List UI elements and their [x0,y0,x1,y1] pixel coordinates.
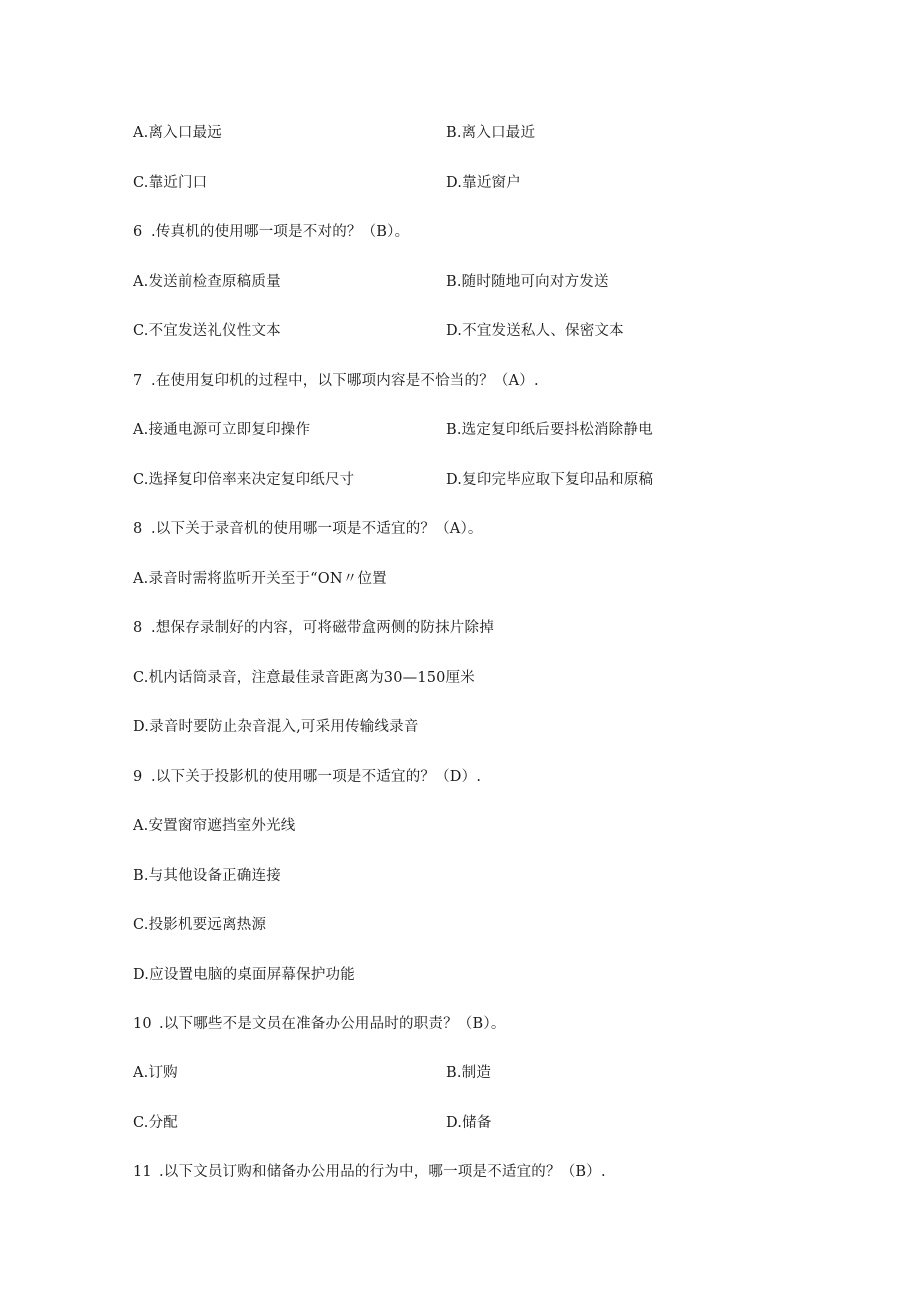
question-8 [133,520,483,538]
question-9 [133,768,481,786]
q5-option-b: B.离入口最近 [446,125,536,141]
q9-option-a: A.安置窗帘遮挡室外光线 [133,818,296,834]
q7-option-d: D.复印完毕应取下复印品和原稿 [446,472,654,488]
question-number: 10 [133,1016,152,1032]
question-6 [133,223,409,241]
question-number: 8 [133,521,143,537]
question-8b [133,619,494,637]
q10-option-a: A.订购 [133,1065,178,1081]
q10-option-d: D.储备 [446,1115,492,1131]
question-number: 11 [133,1164,152,1180]
q5-option-a: A.离入口最远 [133,125,222,141]
q6-option-a: A.发送前检查原稿质量 [133,274,281,290]
q6-option-b: B.随时随地可向对方发送 [446,274,609,290]
question-text: .在使用复印机的过程中，以下哪项内容是不恰当的？（A）. [151,373,539,389]
q6-option-c: C.不宜发送礼仪性文本 [133,323,281,339]
q10-option-b: B.制造 [446,1065,492,1081]
q7-option-c: C.选择复印倍率来决定复印纸尺寸 [133,472,355,488]
question-number: 6 [133,224,143,240]
q8-option-a: A.录音时需将监听开关至于“ON〃位置 [133,571,387,587]
question-text: .传真机的使用哪一项是不对的？（B）。 [151,224,410,240]
question-text: .想保存录制好的内容，可将磁带盒两侧的防抹片除掉 [151,620,494,636]
q7-option-b: B.选定复印纸后要抖松消除静电 [446,422,653,438]
q9-option-d: D.应设置电脑的桌面屏幕保护功能 [133,967,355,983]
question-text: .以下关于投影机的使用哪一项是不适宜的？（D）. [151,769,482,785]
question-number: 8 [133,620,143,636]
q9-option-b: B.与其他设备正确连接 [133,868,281,884]
question-text: .以下关于录音机的使用哪一项是不适宜的？（A）。 [151,521,483,537]
question-number: 9 [133,769,143,785]
q8-option-c: C.机内话筒录音，注意最佳录音距离为30—150厘米 [133,670,476,686]
question-11 [133,1163,606,1181]
question-7 [133,372,539,390]
question-text: .以下文员订购和储备办公用品的行为中，哪一项是不适宜的？（B）. [159,1164,606,1180]
q5-option-c: C.靠近门口 [133,175,208,191]
q5-option-d: D.靠近窗户 [446,175,521,191]
q9-option-c: C.投影机要远离热源 [133,917,267,933]
q6-option-d: D.不宜发送私人、保密文本 [446,323,624,339]
question-10 [133,1015,506,1033]
q8-option-d: D.录音时要防止杂音混入,可采用传输线录音 [133,719,419,735]
q10-option-c: C.分配 [133,1115,178,1131]
question-text: .以下哪些不是文员在准备办公用品时的职责？（B）。 [159,1016,506,1032]
question-number: 7 [133,373,143,389]
q7-option-a: A.接通电源可立即复印操作 [133,422,311,438]
